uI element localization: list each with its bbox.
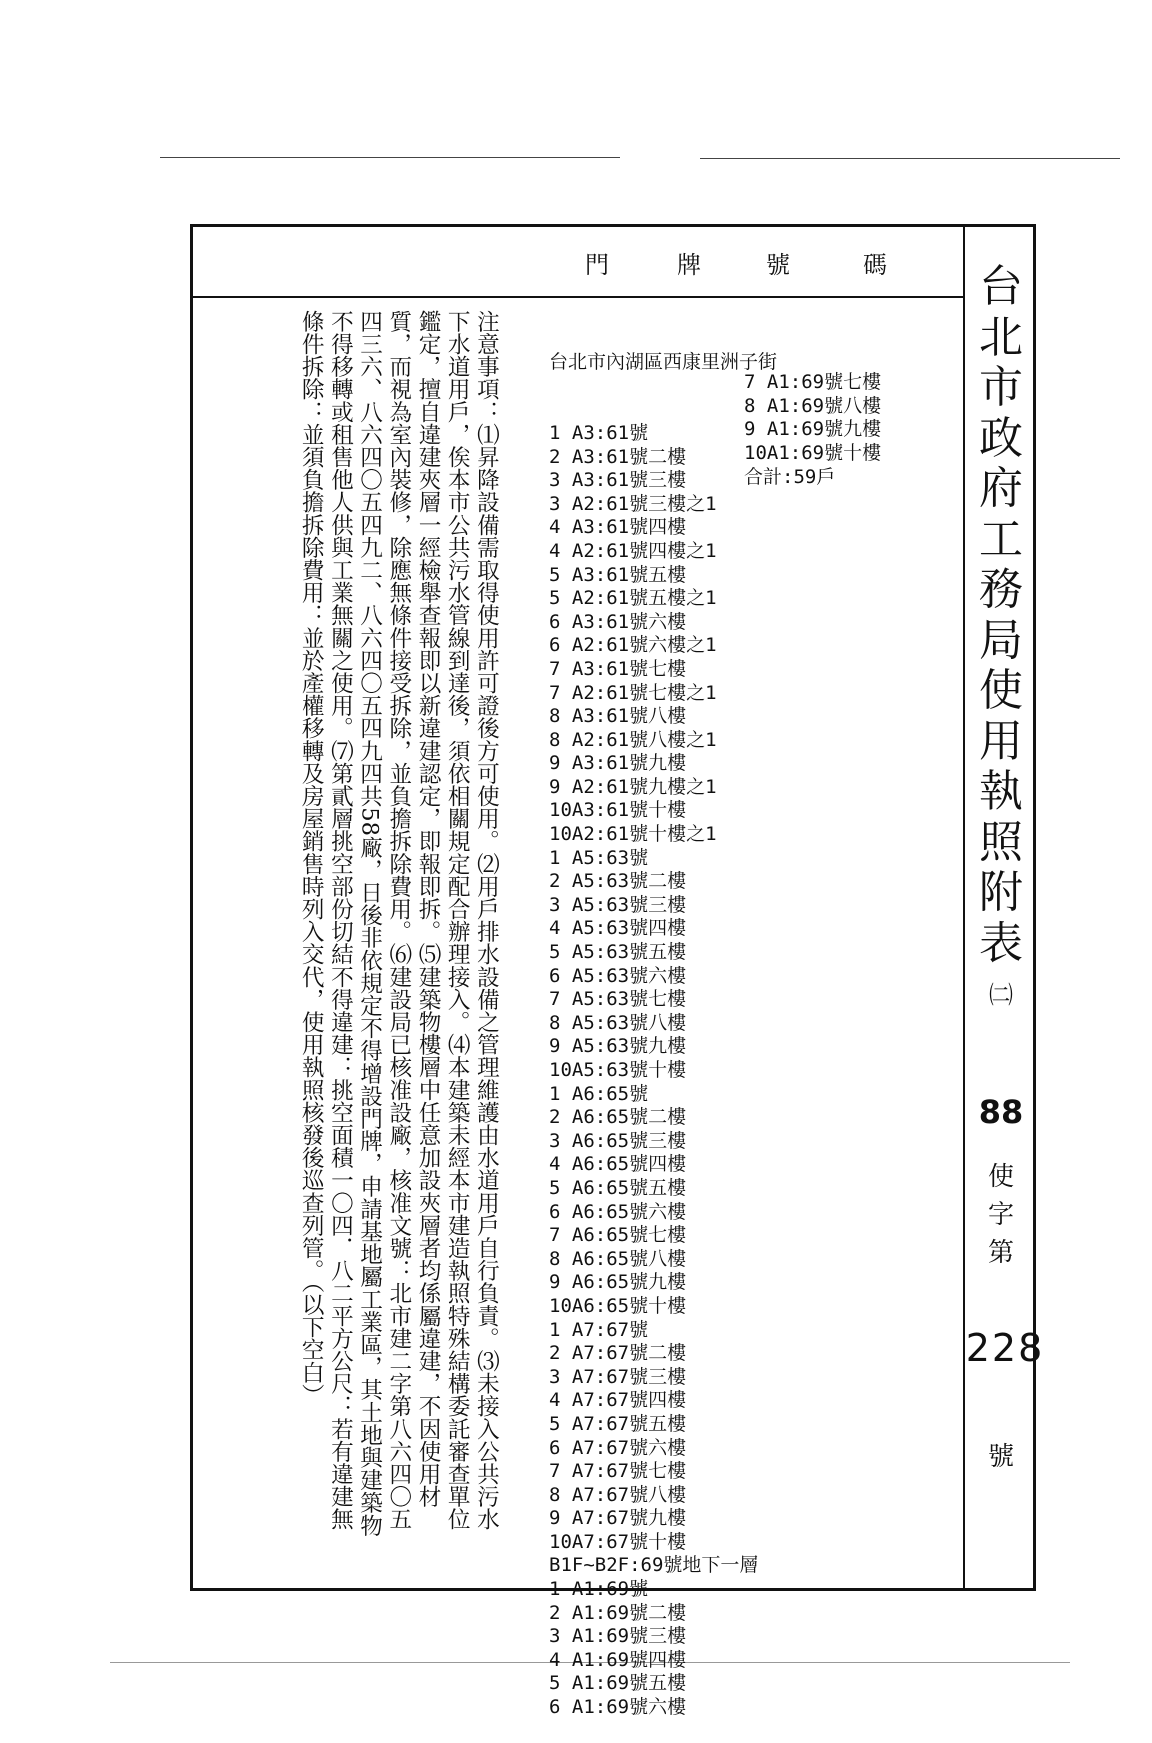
notes-body: ⑴昇降設備需取得使用許可證後方可使用。⑵用戶排水設備之管理維護由水道用戶自行負責。⑶未接入公共污水下水道用戶，俟本市公共污水管線到達後，須依相關規定配合辦理接入。⑷本建築未經本市建造執照特殊結構委託審查單位鑑定，擅自違建夾層一經檢舉查報即以新違建認定，即報即拆。⑸建築物樓層中任意加設夾層者均係屬違建，不因使用材質，而視為室內裝修，除應無條件接受拆除，並負擔拆除費用。⑹建設局已核准設廠，核准文號：北市建二字第八六四〇五四三六、八六四〇五四九二、八六四〇五四九四共58廠，日後非依規定不得增設門牌，申請基地屬工業區，其土地與建築物不得移轉或租售他人供與工業無關之使用。⑺第貳層挑空部份切結不得違建：挑空面積一〇四．八二平方公尺：若有違建無條件拆除：並須負擔拆除費用：並於產權移轉及房屋銷售時列入交代，使用執照核發後巡查列管。（以下空白）: [298, 310, 500, 1537]
address-entry: 4 A2:61號四樓之1: [549, 539, 717, 562]
permit-suffix: [966, 1438, 1036, 1476]
title-volume: ㈡: [989, 981, 1013, 1009]
address-entry: 9 A7:67號九樓: [549, 1507, 687, 1530]
address-entry: 3 A7:67號三樓: [549, 1365, 687, 1388]
address-entry: 5 A7:67號五樓: [549, 1412, 687, 1435]
notes-heading: 注意事項：: [473, 310, 500, 423]
address-entry: 5 A5:63號五樓: [549, 941, 687, 964]
address-location: 台北市內湖區西康里洲子街: [549, 351, 778, 374]
address-entry: 6 A2:61號六樓之1: [549, 634, 717, 657]
notes-block: [296, 310, 500, 1550]
address-entry: 9 A6:65號九樓: [549, 1271, 687, 1294]
address-entry: 10A5:63號十樓: [549, 1059, 687, 1081]
address-entry: 8 A7:67號八樓: [549, 1483, 687, 1506]
title-char: 台: [979, 261, 1023, 312]
address-entry: 8 A2:61號八樓之1: [549, 728, 717, 751]
address-entry: 4 A7:67號四樓: [549, 1389, 687, 1412]
address-entry: 8 A1:69號八樓: [744, 394, 882, 417]
address-entry: 1 A1:69號: [549, 1578, 649, 1601]
address-entry: 10A2:61號十樓之1: [549, 823, 717, 846]
address-entry: 8 A3:61號八樓: [549, 705, 687, 728]
header-divider: [193, 296, 963, 298]
address-entry: 2 A1:69號二樓: [549, 1601, 687, 1624]
address-entry: 10A3:61號十樓: [549, 799, 687, 822]
address-entry: 2 A3:61號二樓: [549, 445, 687, 468]
permit-number: [960, 1326, 1050, 1370]
address-entry: 2 A7:67號二樓: [549, 1342, 687, 1365]
address-entry: 3 A3:61號三樓: [549, 469, 687, 492]
permit-type: [966, 1158, 1036, 1272]
permit-type-char: 字: [987, 1200, 1014, 1230]
address-entry: 5 A2:61號五樓之1: [549, 587, 717, 610]
address-entry: 1 A5:63號: [549, 846, 649, 869]
permit-year-text: 88: [978, 1093, 1024, 1131]
title-char: 政: [979, 412, 1023, 464]
address-entry: 3 A6:65號三樓: [549, 1129, 687, 1152]
address-entry: 4 A3:61號四樓: [549, 516, 687, 539]
address-entry: 3 A5:63號三樓: [549, 893, 687, 916]
address-entry: 8 A6:65號八樓: [549, 1247, 687, 1270]
address-entry: 4 A1:69號四樓: [549, 1648, 687, 1671]
header-col2: 牌: [677, 251, 701, 279]
address-entry: 10A1:69號十樓: [744, 441, 882, 464]
address-entry: 3 A2:61號三樓之1: [549, 492, 717, 515]
address-entry: 3 A1:69號三樓: [549, 1625, 687, 1648]
title-char: 使: [979, 665, 1023, 716]
permit-number-text: 228: [965, 1326, 1045, 1370]
address-entry: 4 A5:63號四樓: [549, 917, 687, 940]
title-char: 照: [979, 816, 1023, 868]
header-col4: 碼: [863, 251, 887, 279]
address-list: [549, 304, 777, 1743]
table-header: [193, 245, 963, 285]
address-entry: 1 A7:67號: [549, 1318, 649, 1341]
address-entry: 7 A7:67號七樓: [549, 1460, 687, 1483]
address-entry: 7 A6:65號七樓: [549, 1224, 687, 1247]
title-char: 局: [979, 614, 1023, 666]
title-char: 府: [979, 463, 1023, 514]
address-entry: 9 A3:61號九樓: [549, 752, 687, 775]
vertical-title: [966, 262, 1036, 1010]
address-entry: 7 A1:69號七樓: [744, 371, 882, 394]
address-entry: 2 A5:63號二樓: [549, 870, 687, 893]
address-entries: [549, 422, 777, 1720]
address-entry: 6 A5:63號六樓: [549, 964, 687, 987]
permit-suffix-text: 號: [987, 1442, 1014, 1472]
address-entry: 10A6:65號十樓: [549, 1294, 687, 1317]
title-divider: [963, 226, 965, 1589]
header-col1: 門: [585, 251, 609, 279]
title-char: 工: [979, 513, 1023, 565]
permit-type-char: 使: [987, 1162, 1014, 1192]
title-char: 務: [979, 564, 1023, 615]
address-entry: 1 A3:61號: [549, 421, 649, 444]
address-entry: 6 A6:65號六樓: [549, 1200, 687, 1223]
address-entry: 1 A6:65號: [549, 1082, 649, 1105]
title-char: 市: [979, 362, 1023, 413]
address-entry: 5 A1:69號五樓: [549, 1672, 687, 1695]
address-entry: B1F~B2F:69號地下一層: [549, 1554, 759, 1577]
title-char: 北: [979, 311, 1023, 363]
address-entry: 10A7:67號十樓: [549, 1530, 687, 1553]
address-list-2: [744, 324, 881, 513]
address-entry: 9 A2:61號九樓之1: [549, 775, 717, 798]
address-entry: 8 A5:63號八樓: [549, 1011, 687, 1034]
permit-year: [966, 1093, 1036, 1131]
title-char: 附: [979, 867, 1023, 918]
address-entry: 5 A3:61號五樓: [549, 563, 687, 586]
address-entry: 9 A1:69號九樓: [744, 418, 882, 441]
address-entry: 5 A6:65號五樓: [549, 1176, 687, 1199]
header-col3: 號: [766, 251, 790, 279]
address-entry: 2 A6:65號二樓: [549, 1106, 687, 1129]
title-char: 執: [979, 766, 1023, 817]
address-entry: 7 A2:61號七樓之1: [549, 681, 717, 704]
address-entry: 9 A5:63號九樓: [549, 1035, 687, 1058]
title-char: 表: [979, 917, 1023, 969]
address-entry: 6 A3:61號六樓: [549, 610, 687, 633]
address-entry: 6 A1:69號六樓: [549, 1696, 687, 1719]
address-entry: 7 A5:63號七樓: [549, 988, 687, 1011]
address-entry: 7 A3:61號七樓: [549, 657, 687, 680]
address-entry: 合計:59戶: [744, 465, 836, 488]
permit-type-char: 第: [987, 1238, 1014, 1268]
address-entry: 6 A7:67號六樓: [549, 1436, 687, 1459]
address-entry: 4 A6:65號四樓: [549, 1153, 687, 1176]
address-entries-2: [744, 371, 881, 489]
title-char: 用: [979, 715, 1023, 767]
